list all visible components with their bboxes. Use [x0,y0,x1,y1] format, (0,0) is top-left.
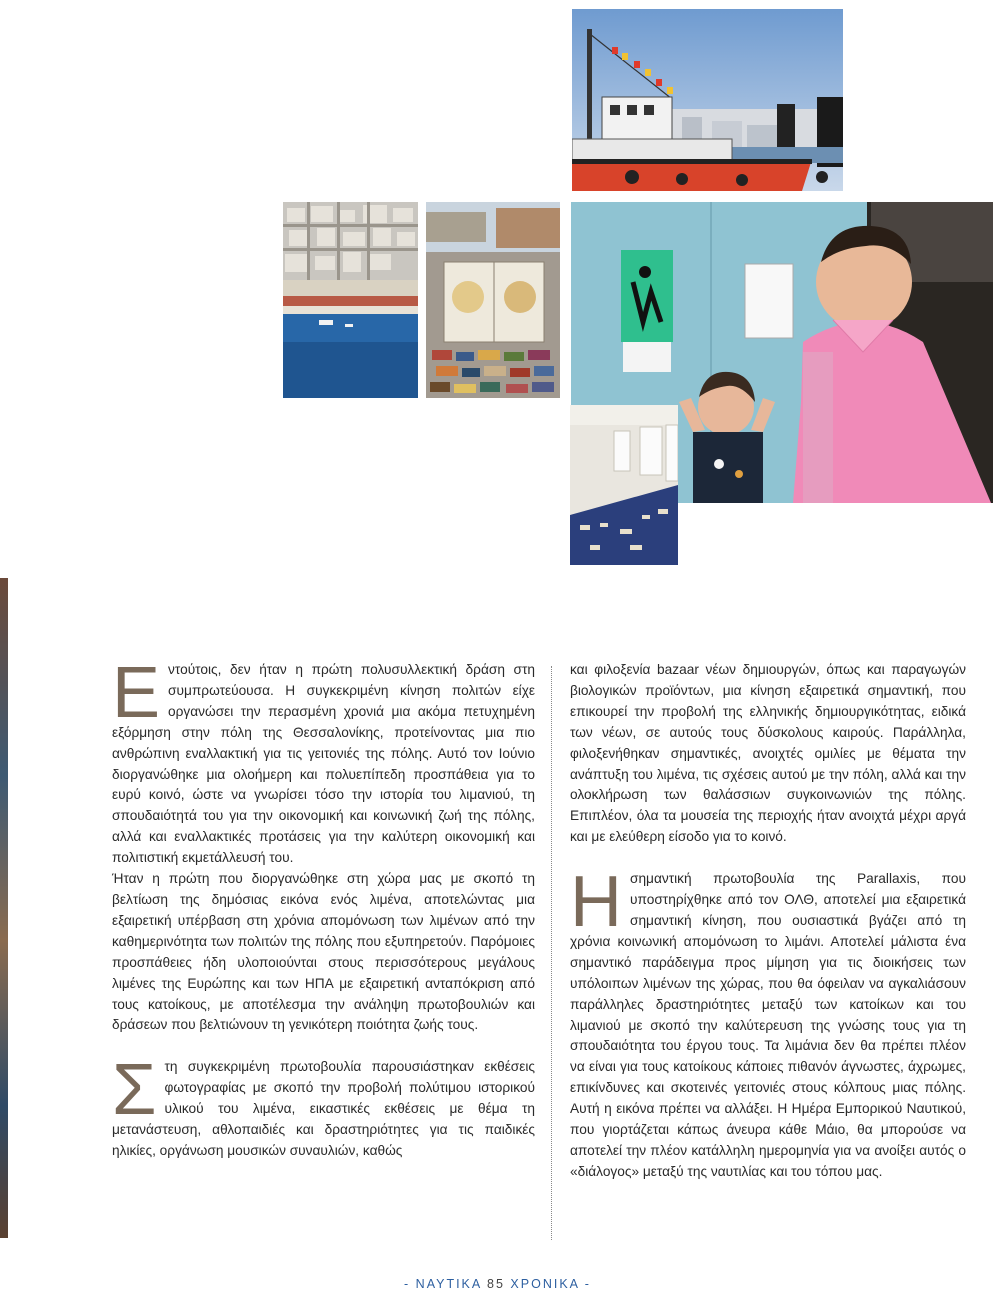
paragraph-bazaar: και φιλοξενία bazaar νέων δημιουργών, όπως και παραγωγών βιολογικών προϊόντων, μια κίνηση εξαιρετικά σημαντική, που επικουρεί την προβολή της ελληνικής δημιουργικότητας, ειδικά των νέων, σε αυτούς τους δύσκολους καιρούς. Παράλληλα, φιλοξενήθηκαν σημαντικές, ανοιχτές ομιλίες με θέματα την ανάπτυξη του λιμένα, τις σχέσεις αυτού με την πόλη, αλλά και την ολοκλήρωση των θαλάσσιων συγκοινωνιών της πόλης. Επιπλέον, όλα τα μουσεία της περιοχής ήταν ανοιχτά μέχρι αργά και με ελεύθερη είσοδο για το κοινό. [570,662,966,845]
paragraph-intro-text: ντούτοις, δεν ήταν η πρώτη πολυσυλλεκτική δράση στη συμπρωτεύουσα. Η συγκεκριμένη κίνηση πολιτών είχε οργανώσει την περασμένη χρονιά μια ακόμα πετυχημένη εξόρμηση στην πόλη της Θεσσαλονίκης, προτείνοντας μια πιο ανθρώπινη εναλλακτική για τις γειτονιές της πόλης. Αυτό τον Ιούνιο διοργανώθηκε μια ολοήμερη και πολυεπίπεδη προσπάθεια για το ευρύ κοινό, ώστε να γνωρίσει τόσο την ιστορία του λιμανιού, τη σπουδαιότητά του για την οικονομική και κοινωνική ζωή της πόλης, αλλά και εναλλακτικές προτάσεις για την καλύτερη οικονομική και πολιτιστική εκμετάλλευσή του. [112,662,535,866]
photo-aerial-city [283,202,418,398]
edge-photo-strip [0,578,8,1238]
aerial-image [283,202,418,398]
paragraph-exhibitions [112,1050,535,1162]
books-image [426,202,560,398]
corridor-image [570,405,678,565]
text-column-right [570,660,966,1183]
paragraph-exhibitions-text: τη συγκεκριμένη πρωτοβουλία παρουσιάστηκαν εκθέσεις φωτογραφίας με σκοπό την προβολή πολύτιμου ιστορικού υλικού του λιμένα, εικαστικές εκθέσεις με θέμα τη μετανάστευση, αθλοπαιδιές και δραστηριότητες για τις παιδικές ηλικίες, οργάνωση μουσικών συναυλιών, καθώς [112,1059,535,1158]
dropcap-sigma: Σ [112,1050,157,1131]
photo-ship [572,9,843,191]
ship-image [572,9,843,191]
column-divider [551,666,552,1240]
text-column-left [112,653,535,1162]
dropcap-epsilon: Ε [112,653,161,733]
paragraph-parallaxis-text: σημαντική πρωτοβουλία της Parallaxis, που υποστηρίχθηκε από τον ΟΛΘ, αποτελεί μια εξαιρετικά σημαντική κίνηση, που ουσιαστικά βγάζει από τη χρόνια κοινωνική απομόνωση το λιμάνι. Αποτελεί μάλιστα ένα σημαντικό παράδειγμα προς μίμηση για τις διοικήσεις των υπόλοιπων λιμένων της χώρας, που θα όφειλαν να αγκαλιάσουν παράλληλες δραστηριότητες μεταξύ των κατοίκων και του λιμανιού με σκοπό την καλύτερευση της γνώσης τους για τη σπουδαιότητα του έργου τους. Τα λιμάνια δεν θα πρέπει πλέον να είναι για τους κατοίκους κάποιες πιθανόν άγνωστες, άχρωμες, επικίνδυνες και σκοτεινές γειτονιές στους κόλπους μιας πόλης. Αυτή η εικόνα πρέπει να αλλάξει. Η Ημέρα Εμπορικού Ναυτικού, που γιορτάζεται κάπως άνευρα κάθε Μάιο, θα μπορούσε να αποτελεί την πλέον κατάλληλη ημερομηνία για να ανοίξει αυτός ο «διάλογος» μεταξύ της ναυτιλίας και του τόπου μας. [570,871,966,1179]
page-number: 85 [487,1277,505,1291]
dropcap-eta: Η [570,862,622,943]
footer-left: - ΝΑΥΤΙΚΑ [404,1277,482,1291]
paragraph-first-initiative: Ήταν η πρώτη που διοργανώθηκε στη χώρα μας με σκοπό τη βελτίωση της δημόσιας εικόνα ενός λιμένα, αποτελώντας μια εξαιρετική υπέρβαση στη χρόνια απομόνωση των λιμένων από την καθημερινότητα των πολιτών της πόλης που εξυπηρετούν. Παρόμοιες προσπάθειες ήδη υλοποιούνται στους περισσότερους μεγάλους λιμένες της Ευρώπης και των ΗΠΑ με εξαιρετική ανταπόκριση από τους κατοίκους, με αποτέλεσμα την ανάληψη πρωτοβουλιών και δράσεων που βελτιώνουν τη γενικότερη ποιότητα ζωής τους. [112,871,535,1033]
paragraph-intro [112,653,535,869]
photo-corridor [570,405,678,565]
photo-books [426,202,560,398]
footer-right: ΧΡΟΝΙΚΑ - [510,1277,591,1291]
page-footer [0,1277,995,1291]
paragraph-parallaxis [570,862,966,1183]
